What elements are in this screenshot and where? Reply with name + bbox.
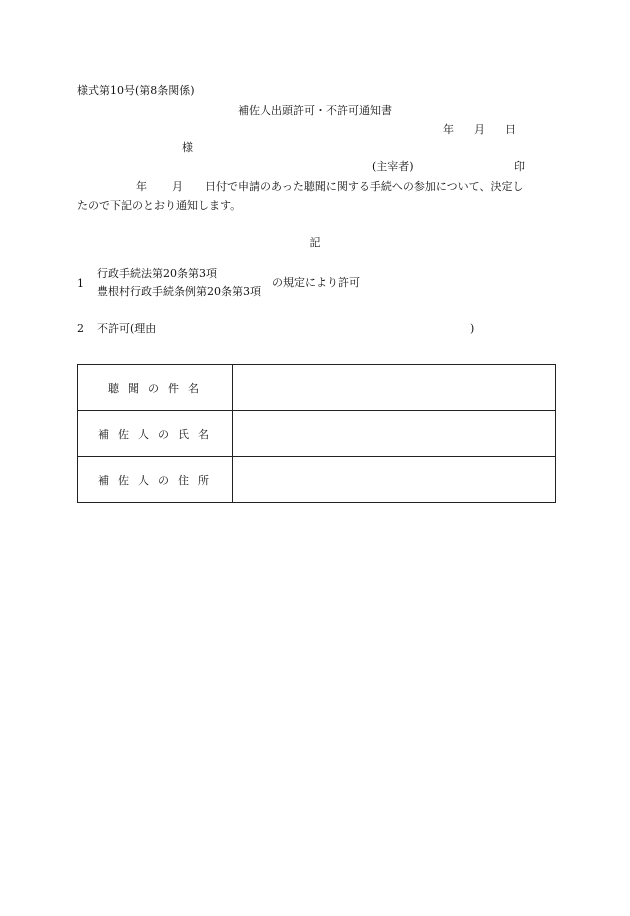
addressee-suffix: 様 bbox=[182, 141, 193, 154]
assistant-name-label: 補佐人の氏名 bbox=[78, 411, 233, 457]
body-text-line1 bbox=[136, 180, 523, 194]
info-table bbox=[77, 364, 556, 503]
body-text-line2: たので下記のとおり通知します。 bbox=[77, 199, 242, 212]
item1-number: 1 bbox=[77, 277, 84, 290]
item1-law-national: 行政手続法第20条第3項 bbox=[97, 267, 217, 280]
date-month-label: 月 bbox=[474, 123, 485, 136]
item2-text: 不許可(理由 bbox=[97, 322, 157, 335]
hearing-subject-label: 聴聞の件名 bbox=[78, 365, 233, 411]
form-number: 様式第10号(第8条関係) bbox=[77, 84, 195, 97]
item2-number: 2 bbox=[77, 322, 84, 335]
seal-mark: 印 bbox=[514, 160, 525, 173]
item2-close-paren: ) bbox=[470, 322, 475, 335]
item1-suffix: の規定により許可 bbox=[272, 276, 360, 289]
table-row bbox=[78, 411, 556, 457]
item1-law-village: 豊根村行政手続条例第20条第3項 bbox=[97, 285, 261, 298]
document-title: 補佐人出頭許可・不許可通知書 bbox=[238, 104, 392, 117]
assistant-address-label: 補佐人の住所 bbox=[78, 457, 233, 503]
body-line1-rest: 日付で申請のあった聴聞に関する手続への参加について、決定し bbox=[205, 180, 524, 193]
body-month-label: 月 bbox=[172, 180, 183, 193]
organizer-label: (主宰者) bbox=[372, 160, 414, 173]
date-year-label: 年 bbox=[443, 123, 454, 136]
hearing-subject-value bbox=[233, 365, 556, 411]
date-day-label: 日 bbox=[505, 123, 516, 136]
table-row bbox=[78, 365, 556, 411]
table-row bbox=[78, 457, 556, 503]
assistant-address-value bbox=[233, 457, 556, 503]
assistant-name-value bbox=[233, 411, 556, 457]
date-line bbox=[443, 123, 516, 137]
body-year-label: 年 bbox=[136, 180, 147, 193]
ki-heading: 記 bbox=[309, 236, 321, 249]
